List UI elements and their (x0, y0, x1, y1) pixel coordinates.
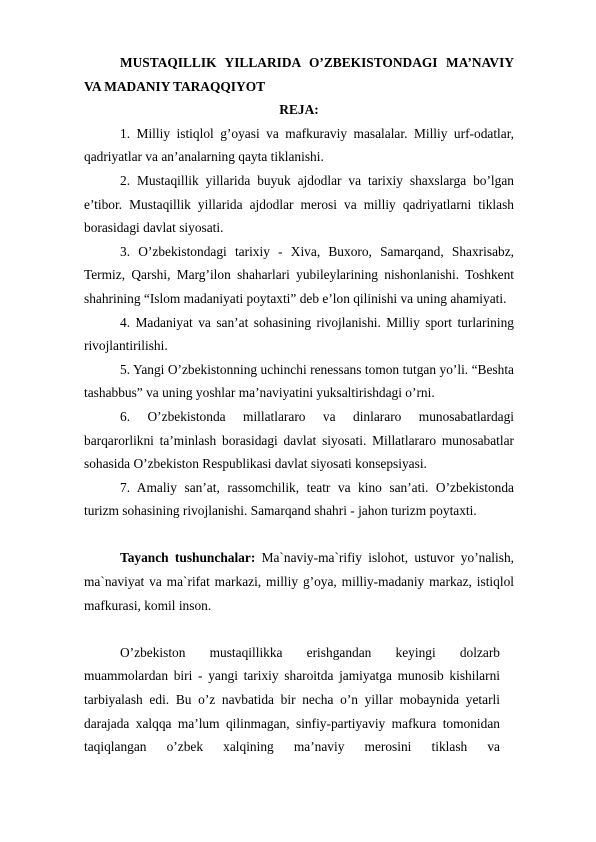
body-paragraph: O’zbekiston mustaqillikka erishgandan keyingi dolzarb muammolardan biri - yangi tarixiy sharoitda jamiyatga munosib kishilarni tarbiyalash edi. Bu o’z navbatida bir necha o’n yillar mobaynida yetarli darajada xalqqa ma’lum qilinmagan, sinfiy-partiyaviy mafkura tomonidan taqiqlangan o’zbek xalqining ma’naviy merosini tiklash va (84, 644, 500, 755)
key-terms-paragraph (84, 546, 514, 617)
plan-item-5: 5. Yangi O’zbekistonning uchinchi renessans tomon tutgan yo’li. “Beshta tashabbus” va uning yoshlar ma’naviyatini yuksaltirishdagi o’rni. (84, 361, 514, 401)
plan-heading: REJA: (279, 102, 319, 118)
document-title: MUSTAQILLIK YILLARIDA O’ZBEKISTONDAGI MA’NAVIY VA MADANIY TARAQQIYOT (84, 55, 514, 94)
spacer (84, 523, 514, 547)
plan-item-3: 3. O’zbekistondagi tarixiy - Xiva, Buxoro, Samarqand, Shaxrisabz, Termiz, Qarshi, Marg’ilon shaharlari yubileylarining nishonlanishi. Toshkent shahrining “Islom madaniyati poytaxti” deb e’lon qilinishi va uning ahamiyati. (84, 243, 514, 306)
key-terms-text: Ma`naviy-ma`rifiy islohot, ustuvor yo’nalish, ma`naviyat va ma`rifat markazi, milliy g’oya, milliy-madaniy markaz, istiqlol mafkurasi, komil inson. (84, 550, 514, 613)
key-terms-label: Tayanch tushunchalar: (120, 550, 256, 566)
document-page (84, 51, 514, 759)
spacer (84, 617, 514, 641)
plan-item-4: 4. Madaniyat va san’at sohasining rivojlanishi. Milliy sport turlarining rivojlantirilishi. (84, 314, 514, 354)
plan-item-2: 2. Mustaqillik yillarida buyuk ajdodlar va tarixiy shaxslarga bo’lgan e’tibor. Mustaqillik yillarida ajdodlar merosi va milliy qadriyatlarni tiklash borasidagi davlat siyosati. (84, 172, 514, 236)
plan-item-1: 1. Milliy istiqlol g’oyasi va mafkuraviy masalalar. Milliy urf-odatlar, qadriyatlar va an’analarning qayta tiklanishi. (84, 125, 514, 165)
plan-list (84, 122, 514, 523)
plan-item-6: 6. O’zbekistonda millatlararo va dinlararo munosabatlardagi barqarorlikni ta’minlash borasidagi davlat siyosati. Millatlararo munosabatlar sohasida O’zbekiston Respublikasi davlat siyosati konsepsiyasi. (84, 408, 514, 472)
plan-item-7: 7. Amaliy san’at, rassomchilik, teatr va kino san’ati. O’zbekistonda turizm sohasining rivojlanishi. Samarqand shahri - jahon turizm poytaxti. (84, 479, 514, 519)
